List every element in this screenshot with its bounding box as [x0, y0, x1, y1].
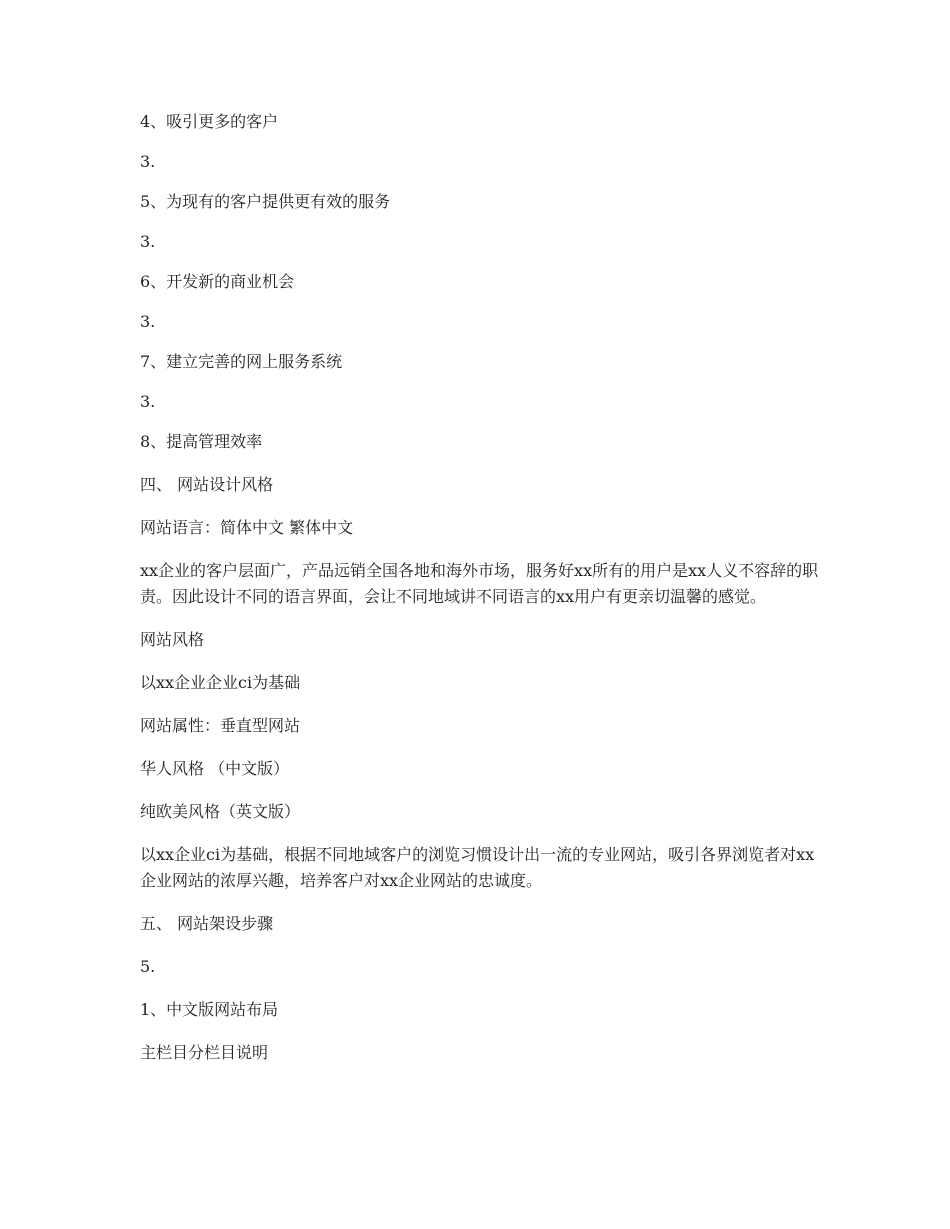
western-style: 纯欧美风格（英文版） [140, 802, 301, 821]
section-heading-5: 五、 网站架设步骤 [140, 914, 274, 933]
document-page [140, 109, 820, 1083]
style-description: 以xx企业ci为基础，根据不同地域客户的浏览习惯设计出一流的专业网站，吸引各界浏览者对xx企业网站的浓厚兴趣，培养客户对xx企业网站的忠诚度。 [140, 845, 815, 890]
website-attribute: 网站属性：垂直型网站 [140, 716, 301, 735]
section-heading-4: 四、 网站设计风格 [140, 475, 274, 494]
list-item-7: 7、建立完善的网上服务系统 [140, 352, 343, 371]
list-item-6: 6、开发新的商业机会 [140, 272, 295, 291]
section-number: 3. [140, 312, 156, 331]
list-item-4: 4、吸引更多的客户 [140, 112, 279, 131]
section-number: 3. [140, 392, 156, 411]
section-number: 3. [140, 152, 156, 171]
chinese-layout-heading: 1、中文版网站布局 [140, 1000, 279, 1019]
list-item-5: 5、为现有的客户提供更有效的服务 [140, 192, 391, 211]
list-item-8: 8、提高管理效率 [140, 432, 263, 451]
website-style-label: 网站风格 [140, 630, 205, 649]
chinese-style: 华人风格 （中文版） [140, 759, 290, 778]
section-number: 3. [140, 232, 156, 251]
section-number: 5. [140, 957, 156, 976]
style-basis: 以xx企业企业ci为基础 [140, 673, 301, 692]
website-language: 网站语言：简体中文 繁体中文 [140, 518, 354, 537]
column-description-heading: 主栏目分栏目说明 [140, 1043, 269, 1062]
language-description: xx企业的客户层面广，产品远销全国各地和海外市场，服务好xx所有的用户是xx人义不容辞的职责。因此设计不同的语言界面，会让不同地域讲不同语言的xx用户有更亲切温馨的感觉。 [140, 561, 819, 606]
